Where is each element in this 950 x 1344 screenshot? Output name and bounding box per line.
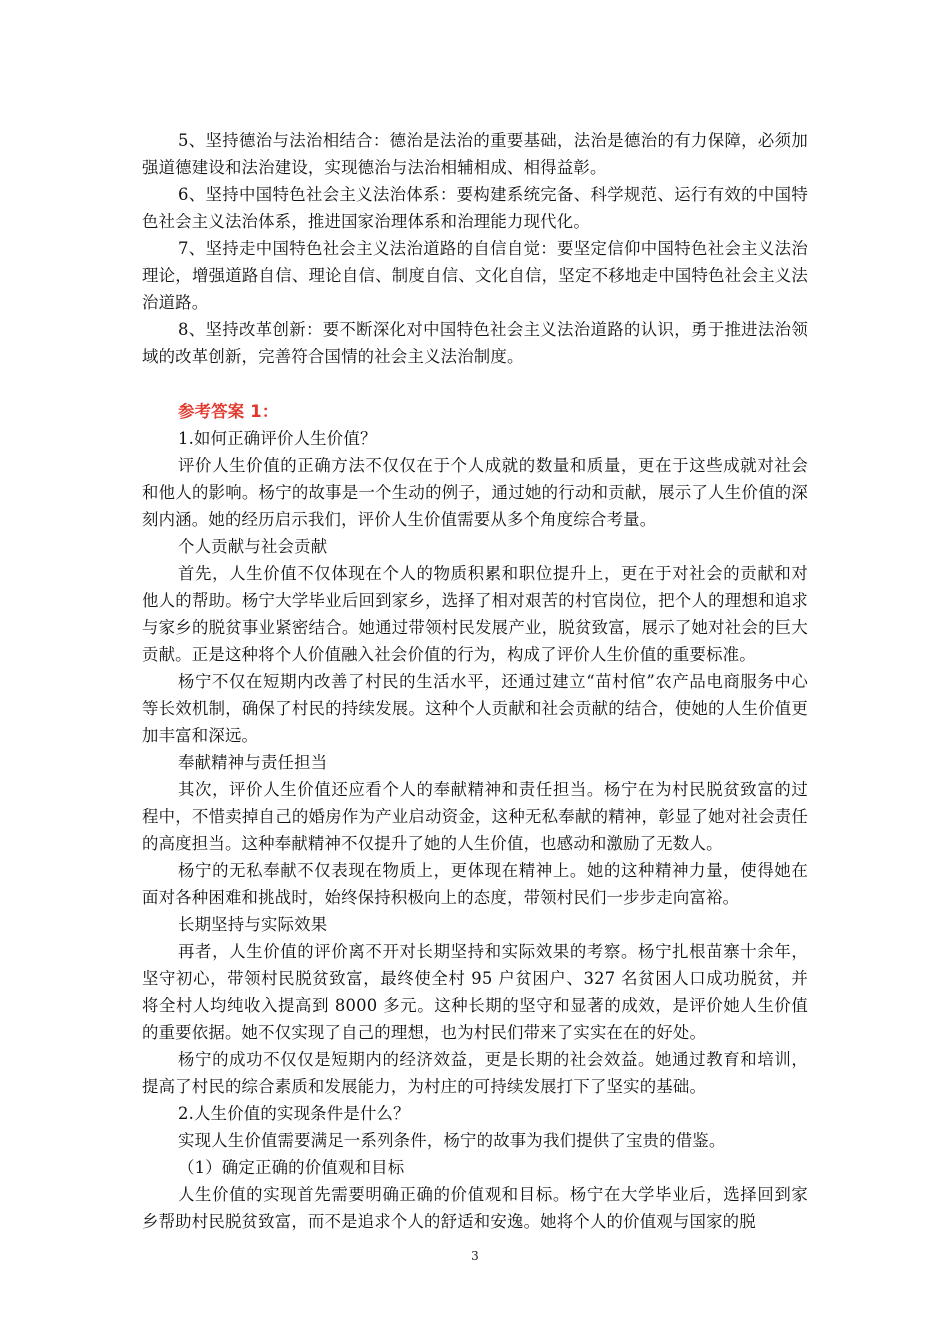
paragraph: 评价人生价值的正确方法不仅仅在于个人成就的数量和质量，更在于这些成就对社会和他人的影响。杨宁的故事是一个生动的例子，通过她的行动和贡献，展示了人生价值的深刻内涵。她的经历启示我们，评价人生价值需要从多个角度综合考量。 (142, 456, 808, 529)
paragraph: 首先，人生价值不仅体现在个人的物质积累和职位提升上，更在于对社会的贡献和对他人的帮助。杨宁大学毕业后回到家乡，选择了相对艰苦的村官岗位，把个人的理想和追求与家乡的脱贫事业紧密结合。她通过带领村民发展产业，脱贫致富，展示了她对社会的巨大贡献。正是这种将个人价值融入社会价值的行为，构成了评价人生价值的重要标准。 (142, 564, 808, 664)
subheading-contribution: 个人贡献与社会贡献 (178, 537, 328, 556)
paragraph-item-8: 8、坚持改革创新：要不断深化对中国特色社会主义法治道路的认识，勇于推进法治领域的改革创新，完善符合国情的社会主义法治制度。 (142, 320, 808, 366)
question-2-heading: 2.人生价值的实现条件是什么？ (178, 1104, 410, 1123)
question-1-heading: 1.如何正确评价人生价值？ (178, 429, 377, 448)
paragraph-item-5: 5、坚持德治与法治相结合：德治是法治的重要基础，法治是德治的有力保障，必须加强道德建设和法治建设，实现德治与法治相辅相成、相得益彰。 (142, 131, 808, 177)
subheading-dedication: 奉献精神与责任担当 (178, 753, 328, 772)
section-gap (142, 370, 808, 398)
answer-heading: 参考答案 1： (178, 402, 279, 421)
paragraph: 杨宁不仅在短期内改善了村民的生活水平，还通过建立“苗村倌”农产品电商服务中心等长效机制，确保了村民的持续发展。这种个人贡献和社会贡献的结合，使她的人生价值更加丰富和深远。 (142, 672, 808, 745)
paragraph-item-7: 7、坚持走中国特色社会主义法治道路的自信自觉：要坚定信仰中国特色社会主义法治理论，增强道路自信、理论自信、制度自信、文化自信，坚定不移地走中国特色社会主义法治道路。 (142, 239, 808, 312)
paragraph: 人生价值的实现首先需要明确正确的价值观和目标。杨宁在大学毕业后，选择回到家乡帮助村民脱贫致富，而不是追求个人的舒适和安逸。她将个人的价值观与国家的脱 (142, 1185, 808, 1231)
paragraph-item-6: 6、坚持中国特色社会主义法治体系：要构建系统完备、科学规范、运行有效的中国特色社会主义法治体系，推进国家治理体系和治理能力现代化。 (142, 185, 808, 231)
page-content (142, 127, 808, 1235)
paragraph: 实现人生价值需要满足一系列条件，杨宁的故事为我们提供了宝贵的借鉴。 (178, 1131, 726, 1150)
paragraph: 其次，评价人生价值还应看个人的奉献精神和责任担当。杨宁在为村民脱贫致富的过程中，不惜卖掉自己的婚房作为产业启动资金，这种无私奉献的精神，彰显了她对社会责任的高度担当。这种奉献精神不仅提升了她的人生价值，也感动和激励了无数人。 (142, 780, 808, 853)
subheading-values: （1）确定正确的价值观和目标 (178, 1158, 405, 1177)
page-number: 3 (471, 1249, 479, 1263)
subheading-persistence: 长期坚持与实际效果 (178, 915, 328, 934)
paragraph: 再者，人生价值的评价离不开对长期坚持和实际效果的考察。杨宁扎根苗寨十余年，坚守初心，带领村民脱贫致富，最终使全村 95 户贫困户、327 名贫困人口成功脱贫，并将全村人均纯收入提高到 8000 多元。这种长期的坚守和显著的成效，是评价她人生价值的重要依据。她不仅实现了自己的理想，也为村民们带来了实实在在的好处。 (142, 942, 808, 1042)
paragraph: 杨宁的无私奉献不仅表现在物质上，更体现在精神上。她的这种精神力量，使得她在面对各种困难和挑战时，始终保持积极向上的态度，带领村民们一步步走向富裕。 (142, 861, 808, 907)
paragraph: 杨宁的成功不仅仅是短期内的经济效益，更是长期的社会效益。她通过教育和培训，提高了村民的综合素质和发展能力，为村庄的可持续发展打下了坚实的基础。 (142, 1050, 808, 1096)
